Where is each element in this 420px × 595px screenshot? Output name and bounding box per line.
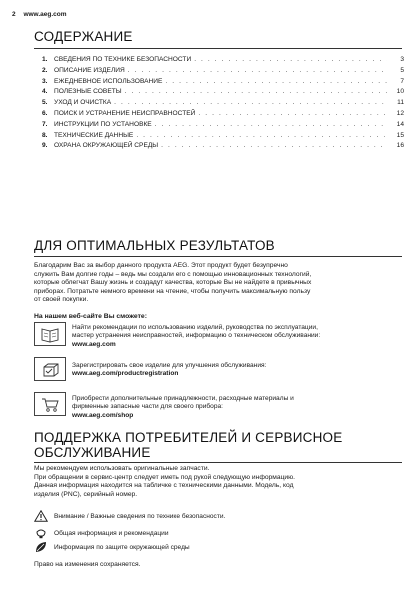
- register-icon: [34, 357, 66, 381]
- info-item-registration: Зарегистрировать свое изделие для улучшения обслуживания: www.aeg.com/productregistration: [72, 362, 402, 379]
- toc-item[interactable]: 6. ПОИСК И УСТРАНЕНИЕ НЕИСПРАВНОСТЕЙ . . . 12: [42, 109, 404, 120]
- divider: [34, 462, 402, 463]
- divider: [34, 256, 402, 257]
- registration-link[interactable]: www.aeg.com/productregistration: [72, 370, 179, 378]
- legend-info: Общая информация и рекомендации: [34, 527, 169, 539]
- legend-environment: Информация по защите окружающей среды: [34, 541, 190, 553]
- cart-icon: [34, 392, 66, 416]
- legend-warning: Внимание / Важные сведения по технике безопасности.: [34, 510, 225, 522]
- toc-item[interactable]: 3. ЕЖЕДНЕВНОЕ ИСПОЛЬЗОВАНИЕ . . . 7: [42, 77, 404, 88]
- book-icon: [34, 322, 66, 346]
- shop-link[interactable]: www.aeg.com/shop: [72, 411, 134, 419]
- toc-item[interactable]: 8. ТЕХНИЧЕСКИЕ ДАННЫЕ . . . 15: [42, 131, 404, 142]
- divider: [34, 48, 402, 49]
- website-heading: На нашем веб-сайте Вы сможете:: [34, 313, 147, 320]
- page-header: [12, 11, 67, 18]
- support-text: Мы рекомендуем использовать оригинальные запчасти. При обращении в сервис-центр следует иметь под рукой следующую информацию. Данная информация находится на табличке с техническими данными. Модель, код изделия (PNC), серийный номер.: [34, 465, 296, 498]
- warning-icon: [34, 510, 48, 522]
- page-number: 2: [12, 11, 16, 18]
- info-item-shop: Приобрести дополнительные принадлежности, расходные материалы и фирменные запасные части для своего прибора: www.aeg.com/shop: [72, 395, 402, 420]
- results-title: ДЛЯ ОПТИМАЛЬНЫХ РЕЗУЛЬТАТОВ: [34, 238, 275, 253]
- toc-item[interactable]: 7. ИНСТРУКЦИИ ПО УСТАНОВКЕ . . . 14: [42, 120, 404, 131]
- table-of-contents: [42, 55, 404, 152]
- toc-item[interactable]: 9. ОХРАНА ОКРУЖАЮЩЕЙ СРЕДЫ . . . 16: [42, 141, 404, 152]
- footer-note: Право на изменения сохраняется.: [34, 561, 141, 568]
- toc-item[interactable]: 5. УХОД И ОЧИСТКА . . . 11: [42, 98, 404, 109]
- toc-item[interactable]: 4. ПОЛЕЗНЫЕ СОВЕТЫ . . . 10: [42, 87, 404, 98]
- toc-item[interactable]: 1. СВЕДЕНИЯ ПО ТЕХНИКЕ БЕЗОПАСНОСТИ . . . 3: [42, 55, 404, 66]
- info-icon: [34, 527, 48, 539]
- results-intro: Благодарим Вас за выбор данного продукта AEG. Этот продукт будет безупречно служить Вам долгие годы – ведь мы создали его с помощью инновационных технологий, которые облегчат Вашу жизнь и создадут качества, которые Вы не найдете в привычных приборах. Потратьте немного времени на чтение, чтобы получить максимальную пользу от своей покупки.: [34, 262, 312, 304]
- toc-item[interactable]: 2. ОПИСАНИЕ ИЗДЕЛИЯ . . . 5: [42, 66, 404, 77]
- site-url[interactable]: www.aeg.com: [23, 11, 67, 18]
- leaf-icon: [34, 541, 48, 553]
- manuals-link[interactable]: www.aeg.com: [72, 340, 116, 348]
- support-title: ПОДДЕРЖКА ПОТРЕБИТЕЛЕЙ И СЕРВИСНОЕ ОБСЛУЖИВАНИЕ: [34, 430, 343, 460]
- toc-title: СОДЕРЖАНИЕ: [34, 29, 133, 44]
- info-item-manuals: Найти рекомендации по использованию изделий, руководства по эксплуатации, мастер устранения неисправностей, информацию о техническом обслуживании: www.aeg.com: [72, 324, 402, 349]
